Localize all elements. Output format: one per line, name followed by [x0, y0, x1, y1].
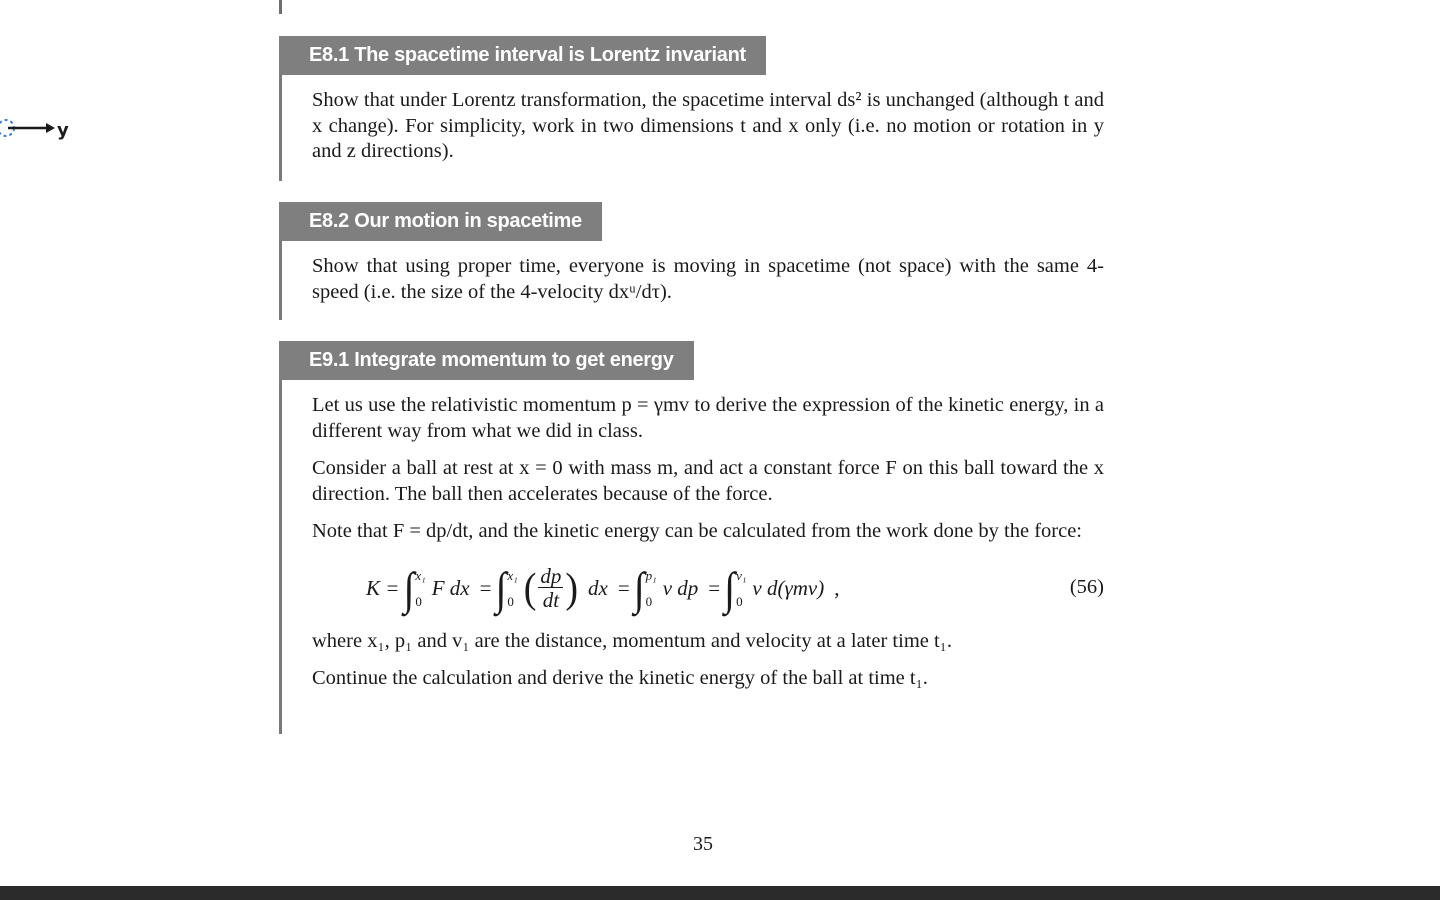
exercise-paragraph: where x₁, p₁ and v₁ are the distance, momentum and velocity at a later time t₁. — [312, 629, 952, 652]
exercise-e9-1 — [279, 341, 1112, 734]
equation-lhs: K = — [366, 575, 400, 600]
integrand: dx — [588, 575, 608, 600]
page-number: 35 — [693, 833, 713, 855]
fraction-numerator: dp — [540, 564, 562, 588]
exercise-paragraph: Let us use the relativistic momentum p = γmv to derive the expression of the kinetic energy, in a different way from what we did in class. — [312, 394, 1104, 442]
exercise-body — [282, 380, 1112, 692]
integrand: F dx — [431, 575, 470, 600]
exercise-body — [282, 241, 1112, 305]
exercise-title: E8.1 The spacetime interval is Lorentz invariant — [279, 36, 766, 75]
integrand: v d(γmv) — [752, 575, 825, 600]
viewer-bottom-bar — [0, 886, 1440, 900]
equals-sign: = — [479, 575, 492, 600]
arrow-icon — [0, 112, 80, 148]
integral: ∫ x₁ 0 — [403, 562, 426, 614]
integral-lower-limit: 0 — [645, 594, 653, 609]
exercise-paragraph: Continue the calculation and derive the kinetic energy of the ball at time t₁. — [312, 667, 928, 689]
integral-upper-limit: x₁ — [415, 567, 426, 583]
fraction — [538, 565, 563, 612]
exercise-e8-2 — [279, 202, 1112, 320]
integral-lower-limit: 0 — [415, 594, 422, 609]
integral: ∫ x₁ 0 — [495, 562, 518, 614]
equals-sign: = — [617, 575, 630, 600]
margin-y-label: y — [57, 120, 69, 141]
integrand: v dp — [662, 575, 699, 600]
equals-sign: = — [708, 575, 721, 600]
exercise-title: E8.2 Our motion in spacetime — [279, 202, 602, 241]
exercise-paragraph: Note that F = dp/dt, and the kinetic energy can be calculated from the work done by the force: — [312, 520, 1082, 542]
top-margin-rule — [279, 0, 282, 14]
integral-upper-limit: p₁ — [645, 567, 657, 583]
kinetic-energy-equation: K = ∫ x₁ 0 F dx = ∫ x₁ 0 ( $\frac{dp}{dt}$ ) dx = ∫ p₁ 0 v dp = ∫ v₁ 0 v d(γmv) , (56) — [366, 562, 1104, 614]
margin-arrow-doodle — [0, 112, 80, 148]
integral-upper-limit: v₁ — [736, 567, 747, 583]
integral: ∫ v₁ 0 — [724, 562, 747, 614]
integral-upper-limit: x₁ — [507, 567, 518, 583]
exercise-title: E9.1 Integrate momentum to get energy — [279, 341, 694, 380]
fraction-denominator: dt — [542, 588, 560, 612]
integral-lower-limit: 0 — [507, 594, 514, 609]
exercise-body — [282, 75, 1112, 165]
exercise-paragraph: Consider a ball at rest at x = 0 with mass m, and act a constant force F on this ball toward the x direction. The ball then accelerates because of the force. — [312, 457, 1104, 505]
exercise-e8-1 — [279, 36, 1112, 181]
integral: ∫ p₁ 0 — [633, 562, 657, 614]
exercise-paragraph: Show that under Lorentz transformation, the spacetime interval ds² is unchanged (although t and x change). For simplicity, work in two dimensions t and x only (i.e. no motion or rotation in y and z directions). — [312, 89, 1104, 162]
exercise-paragraph: Show that using proper time, everyone is moving in spacetime (not space) with the same 4-speed (i.e. the size of the 4-velocity dxᵘ/dτ). — [312, 255, 1104, 303]
equation-comma: , — [834, 575, 840, 600]
equation-number: (56) — [1069, 575, 1104, 598]
integral-lower-limit: 0 — [736, 594, 743, 609]
